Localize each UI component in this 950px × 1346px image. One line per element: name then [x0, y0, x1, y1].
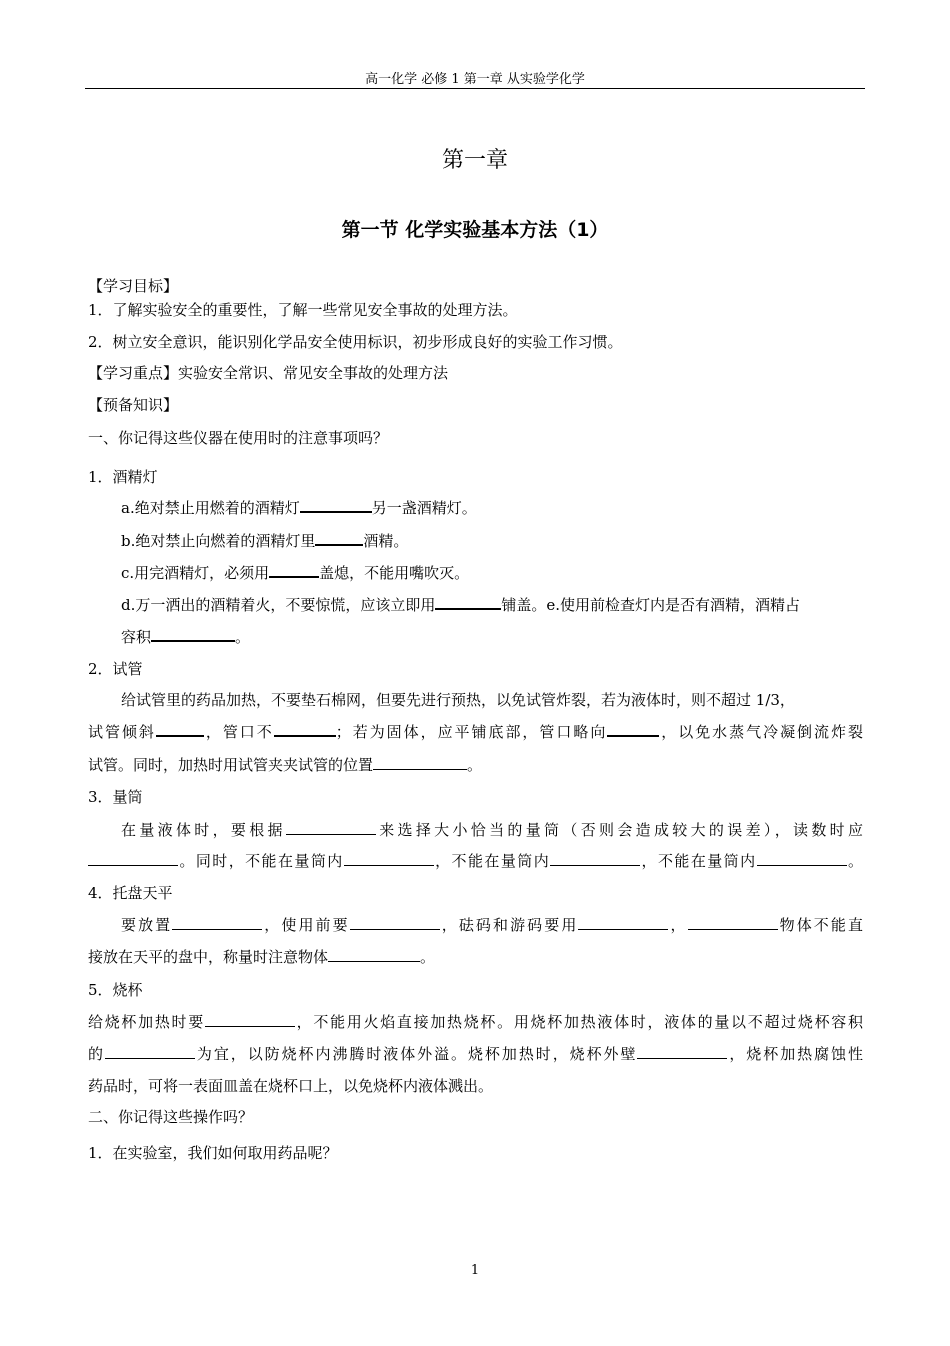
blank-field: [300, 510, 372, 513]
page-number: 1: [470, 1263, 480, 1278]
blank-field: [269, 575, 319, 578]
balance-line-1: [121, 915, 863, 935]
tube-line-1: 给试管里的药品加热，不要垫石棉网，但要先进行预热，以免试管炸裂，若为液体时，则不超过 1/3，: [121, 691, 795, 709]
blank-field: [757, 864, 847, 866]
blank-field: [88, 864, 178, 866]
cylinder-title: 3．量筒: [88, 788, 143, 806]
text-segment: 盖熄，不能用嘴吹灭。: [319, 564, 470, 582]
balance-title: 4．托盘天平: [88, 884, 173, 902]
text-segment: 。: [420, 948, 436, 966]
text-segment: 试管倾斜: [88, 723, 156, 741]
blank-field: [607, 734, 659, 737]
lamp-item-e: [121, 627, 863, 647]
text-segment: 。: [235, 628, 251, 646]
lamp-item-b: [121, 531, 863, 551]
chapter-title: 第一章: [441, 148, 508, 173]
blank-field: [274, 734, 336, 737]
objective-item-2: 2．树立安全意识，能识别化学品安全使用标识，初步形成良好的实验工作习惯。: [88, 333, 623, 351]
blank-field: [435, 607, 501, 610]
beaker-line-3: 药品时，可将一表面皿盖在烧杯口上，以免烧杯内液体溅出。: [88, 1077, 494, 1095]
key-points: 【学习重点】实验安全常识、常见安全事故的处理方法: [88, 364, 449, 382]
balance-line-2: [88, 947, 863, 967]
blank-field: [315, 543, 363, 546]
blank-field: [550, 864, 640, 866]
text-segment: 来选择大小恰当的量筒（否则会造成较大的误差），读数时应: [375, 821, 863, 839]
text-segment: 容积: [121, 628, 152, 646]
text-segment: ；若为固体，应平铺底部，管口略向: [335, 723, 608, 741]
text-segment: 接放在天平的盘中，称量时注意物体: [88, 948, 329, 966]
beaker-line-2: [88, 1044, 863, 1064]
blank-field: [286, 833, 376, 835]
cylinder-line-2: [88, 851, 863, 871]
text-segment: ，不能在量筒内: [640, 852, 757, 870]
text-segment: 物体不能直: [777, 916, 863, 934]
text-segment: ，烧杯加热腐蚀性: [727, 1045, 863, 1063]
text-segment: 的: [88, 1045, 105, 1063]
text-segment: 为宜，以防烧杯内沸腾时液体外溢。烧杯加热时，烧杯外壁: [194, 1045, 638, 1063]
tube-line-3: [88, 755, 863, 775]
lamp-item-d: [121, 595, 863, 615]
blank-field: [328, 960, 420, 962]
blank-field: [350, 928, 440, 930]
cylinder-line-1: [121, 820, 863, 840]
text-segment: ，管口不: [203, 723, 274, 741]
text-segment: b.绝对禁止向燃着的酒精灯里: [121, 532, 316, 550]
text-segment: 。: [846, 852, 863, 870]
text-segment: 给烧杯加热时要: [88, 1013, 205, 1031]
text-segment: ，不能用火焰直接加热烧杯。用烧杯加热液体时，液体的量以不超过烧杯容积: [294, 1013, 863, 1031]
beaker-title: 5．烧杯: [88, 981, 143, 999]
text-segment: a.绝对禁止用燃着的酒精灯: [121, 499, 300, 517]
section-title: 第一节 化学实验基本方法（1）: [341, 219, 609, 241]
objectives-heading: 【学习目标】: [88, 277, 179, 295]
text-segment: ，砝码和游码要用: [439, 916, 579, 934]
text-segment: c.用完酒精灯，必须用: [121, 564, 270, 582]
text-segment: 试管。同时，加热时用试管夹夹试管的位置: [88, 756, 374, 774]
text-segment: 铺盖。e.使用前检查灯内是否有酒精，酒精占: [501, 596, 801, 614]
blank-field: [156, 734, 204, 737]
text-segment: ，以免水蒸气冷凝倒流炸裂: [659, 723, 863, 741]
text-segment: ，不能在量筒内: [433, 852, 551, 870]
objective-item-1: 1．了解实验安全的重要性，了解一些常见安全事故的处理方法。: [88, 301, 518, 319]
blank-field: [151, 639, 235, 642]
text-segment: 另一盏酒精灯。: [371, 499, 477, 517]
blank-field: [373, 768, 467, 770]
question-1: 一、你记得这些仪器在使用时的注意事项吗？: [88, 429, 389, 447]
text-segment: d.万一洒出的酒精着火，不要惊慌，应该立即用: [121, 596, 436, 614]
question-2-item-1: 1．在实验室，我们如何取用药品呢？: [88, 1144, 338, 1162]
lamp-title: 1．酒精灯: [88, 468, 158, 486]
blank-field: [105, 1057, 195, 1059]
text-segment: ，使用前要: [262, 916, 350, 934]
text-segment: 在量液体时，要根据: [121, 821, 286, 839]
blank-field: [172, 928, 262, 930]
blank-field: [344, 864, 434, 866]
lamp-item-a: [121, 498, 863, 518]
text-segment: 。同时，不能在量筒内: [178, 852, 344, 870]
tube-title: 2．试管: [88, 660, 143, 678]
tube-line-2: [88, 722, 863, 742]
question-2: 二、你记得这些操作吗？: [88, 1108, 254, 1126]
blank-field: [205, 1025, 295, 1027]
blank-field: [688, 928, 778, 930]
text-segment: ，: [668, 916, 688, 934]
blank-field: [637, 1057, 727, 1059]
header-rule: [85, 88, 865, 89]
beaker-line-1: [88, 1012, 863, 1032]
text-segment: 要放置: [121, 916, 173, 934]
page-header: 高一化学 必修 1 第一章 从实验学化学: [365, 72, 585, 87]
text-segment: 酒精。: [363, 532, 409, 550]
lamp-item-c: [121, 563, 863, 583]
blank-field: [578, 928, 668, 930]
prereq-heading: 【预备知识】: [88, 396, 179, 414]
text-segment: 。: [467, 756, 483, 774]
